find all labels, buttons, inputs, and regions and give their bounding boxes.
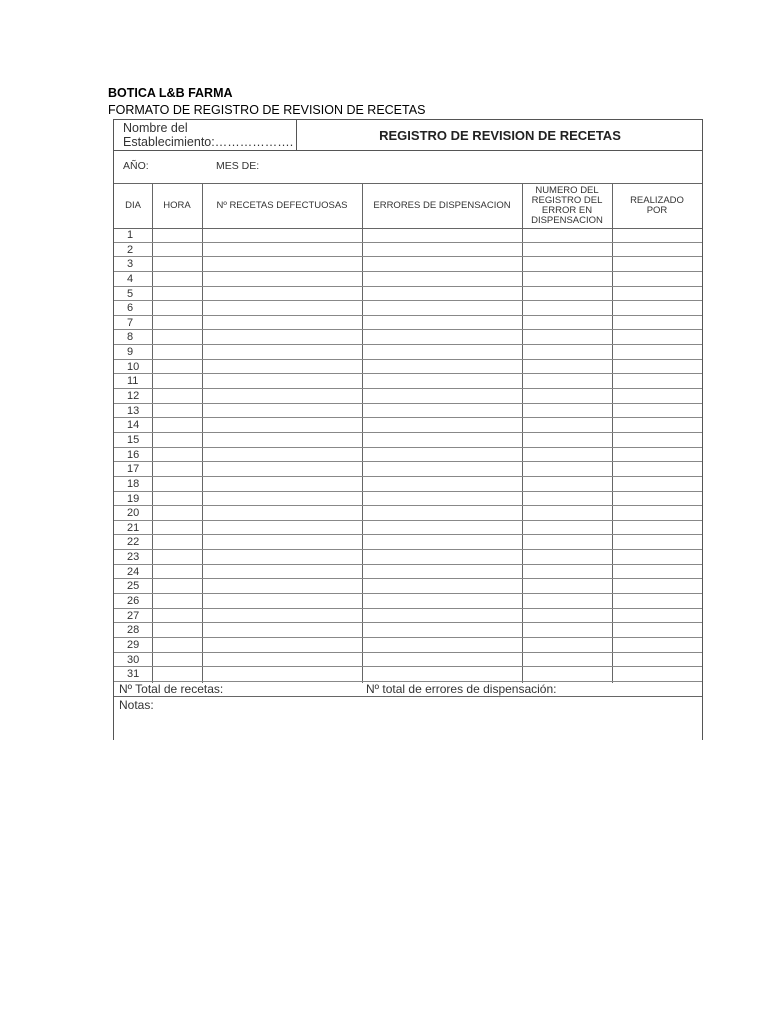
day-number: 31 xyxy=(127,668,140,681)
notes-label: Notas: xyxy=(119,698,154,712)
col-header-realizado-line1: REALIZADO xyxy=(630,194,684,206)
table-row xyxy=(114,287,702,302)
day-number: 22 xyxy=(127,536,140,549)
day-number: 1 xyxy=(127,229,134,241)
day-number: 11 xyxy=(127,375,139,388)
table-row xyxy=(114,462,702,477)
table-row xyxy=(114,374,702,389)
table-row xyxy=(114,301,702,316)
table-row xyxy=(114,594,702,609)
year-month-row xyxy=(114,150,702,184)
total-recetas-label: Nº Total de recetas: xyxy=(119,682,224,696)
col-header-numero xyxy=(522,183,612,228)
table-row xyxy=(114,653,702,668)
table-row xyxy=(114,521,702,536)
review-form xyxy=(113,119,703,740)
col-header-hora: HORA xyxy=(163,199,191,211)
day-number: 16 xyxy=(127,448,140,461)
form-title: REGISTRO DE REVISION DE RECETAS xyxy=(379,127,621,143)
col-header-realizado-line2: POR xyxy=(646,204,668,216)
table-row xyxy=(114,345,702,360)
table-row xyxy=(114,418,702,433)
table-row xyxy=(114,360,702,375)
totals-row xyxy=(114,682,702,697)
day-number: 15 xyxy=(127,433,140,446)
day-number: 9 xyxy=(127,346,134,359)
day-number: 19 xyxy=(127,492,140,505)
table-row xyxy=(114,330,702,345)
col-header-numero-line4: DISPENSACION xyxy=(531,214,603,226)
table-row xyxy=(114,389,702,404)
table-row xyxy=(114,550,702,565)
table-row xyxy=(114,257,702,272)
table-row xyxy=(114,243,702,258)
day-number: 13 xyxy=(127,404,140,417)
day-number: 4 xyxy=(127,272,134,285)
establishment-label-line2: Establecimiento:………………. xyxy=(123,135,294,149)
day-number: 6 xyxy=(127,302,134,315)
col-header-numero-line2: REGISTRO DEL xyxy=(531,194,603,206)
col-header-numero-line3: ERROR EN xyxy=(541,204,593,216)
day-number: 26 xyxy=(127,595,140,608)
form-top-box xyxy=(114,120,702,151)
day-number: 20 xyxy=(127,507,140,520)
day-number: 17 xyxy=(127,463,140,476)
total-errores-label: Nº total de errores de dispensación: xyxy=(366,682,557,696)
day-number: 25 xyxy=(127,580,140,593)
table-row xyxy=(114,272,702,287)
day-number: 24 xyxy=(127,565,140,578)
company-name: BOTICA L&B FARMA xyxy=(108,86,233,100)
table-row xyxy=(114,228,702,243)
day-number: 7 xyxy=(127,316,134,329)
table-row xyxy=(114,316,702,331)
year-label: AÑO: xyxy=(123,160,149,172)
day-number: 27 xyxy=(127,609,140,622)
col-header-realizado xyxy=(612,183,702,228)
table-row xyxy=(114,404,702,419)
day-number: 12 xyxy=(127,390,140,403)
day-number: 3 xyxy=(127,258,134,271)
table-row xyxy=(114,579,702,594)
month-label: MES DE: xyxy=(216,160,260,172)
day-number: 8 xyxy=(127,331,134,344)
table-row xyxy=(114,609,702,624)
day-number: 14 xyxy=(127,419,140,432)
day-number: 5 xyxy=(127,287,134,300)
establishment-field xyxy=(114,120,297,150)
col-header-dia: DIA xyxy=(125,199,141,211)
table-row xyxy=(114,565,702,580)
table-row xyxy=(114,667,702,682)
table-row xyxy=(114,492,702,507)
table-row xyxy=(114,638,702,653)
col-header-recetas: Nº RECETAS DEFECTUOSAS xyxy=(216,199,348,211)
table-row xyxy=(114,535,702,550)
day-number: 29 xyxy=(127,638,140,651)
day-number: 18 xyxy=(127,477,140,490)
table-row xyxy=(114,448,702,463)
table-row xyxy=(114,506,702,521)
establishment-label-line1: Nombre del xyxy=(123,121,188,135)
col-header-errores: ERRORES DE DISPENSACION xyxy=(373,199,511,211)
document-subtitle: FORMATO DE REGISTRO DE REVISION DE RECETAS xyxy=(108,103,426,117)
day-number: 21 xyxy=(127,521,140,534)
day-number: 23 xyxy=(127,551,140,564)
table-row xyxy=(114,477,702,492)
day-number: 28 xyxy=(127,624,140,637)
table-row xyxy=(114,623,702,638)
day-number: 2 xyxy=(127,243,134,256)
day-rows xyxy=(114,228,702,682)
day-number: 10 xyxy=(127,360,140,373)
col-header-numero-line1: NUMERO DEL xyxy=(535,184,599,196)
day-number: 30 xyxy=(127,653,140,666)
table-row xyxy=(114,433,702,448)
